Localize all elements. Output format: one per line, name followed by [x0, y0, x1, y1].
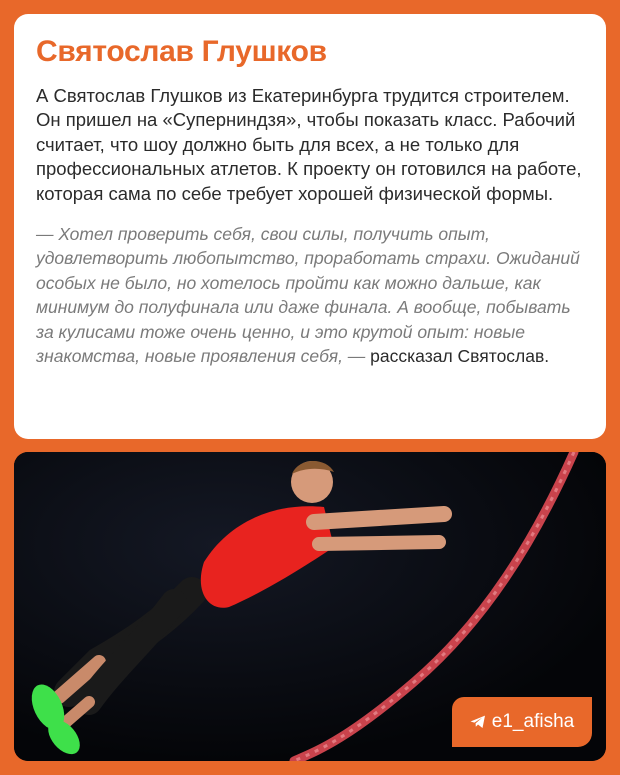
telegram-icon — [470, 715, 486, 729]
person-name-title: Святослав Глушков — [36, 35, 327, 68]
quote-text: — Хотел проверить себя, свои силы, получить опыт, удовлетворить любопытство, проработать страхи. Ожиданий особых не было, но хотелось пройти как можно дальше, как минимум до полуфинала или даже финала. А вообще, побывать за кулисами тоже очень ценно, и это крутой опыт: новые знакомства, новые проявления себя, — — [36, 224, 580, 367]
text-card — [14, 14, 606, 439]
athlete-photo — [14, 452, 606, 761]
channel-badge[interactable] — [452, 697, 592, 747]
description-paragraph: А Святослав Глушков из Екатеринбурга трудится строителем. Он пришел на «Суперниндзя», чтобы показать класс. Рабочий считает, что шоу должно быть для всех, а не только для профессиональных атлетов. К проекту он готовился на работе, которая сама по себе требует хорошей физической формы. — [36, 85, 582, 204]
quote-attribution: рассказал Святослав. — [365, 346, 550, 367]
quote-paragraph — [36, 222, 586, 368]
channel-name: e1_afisha — [491, 711, 575, 732]
